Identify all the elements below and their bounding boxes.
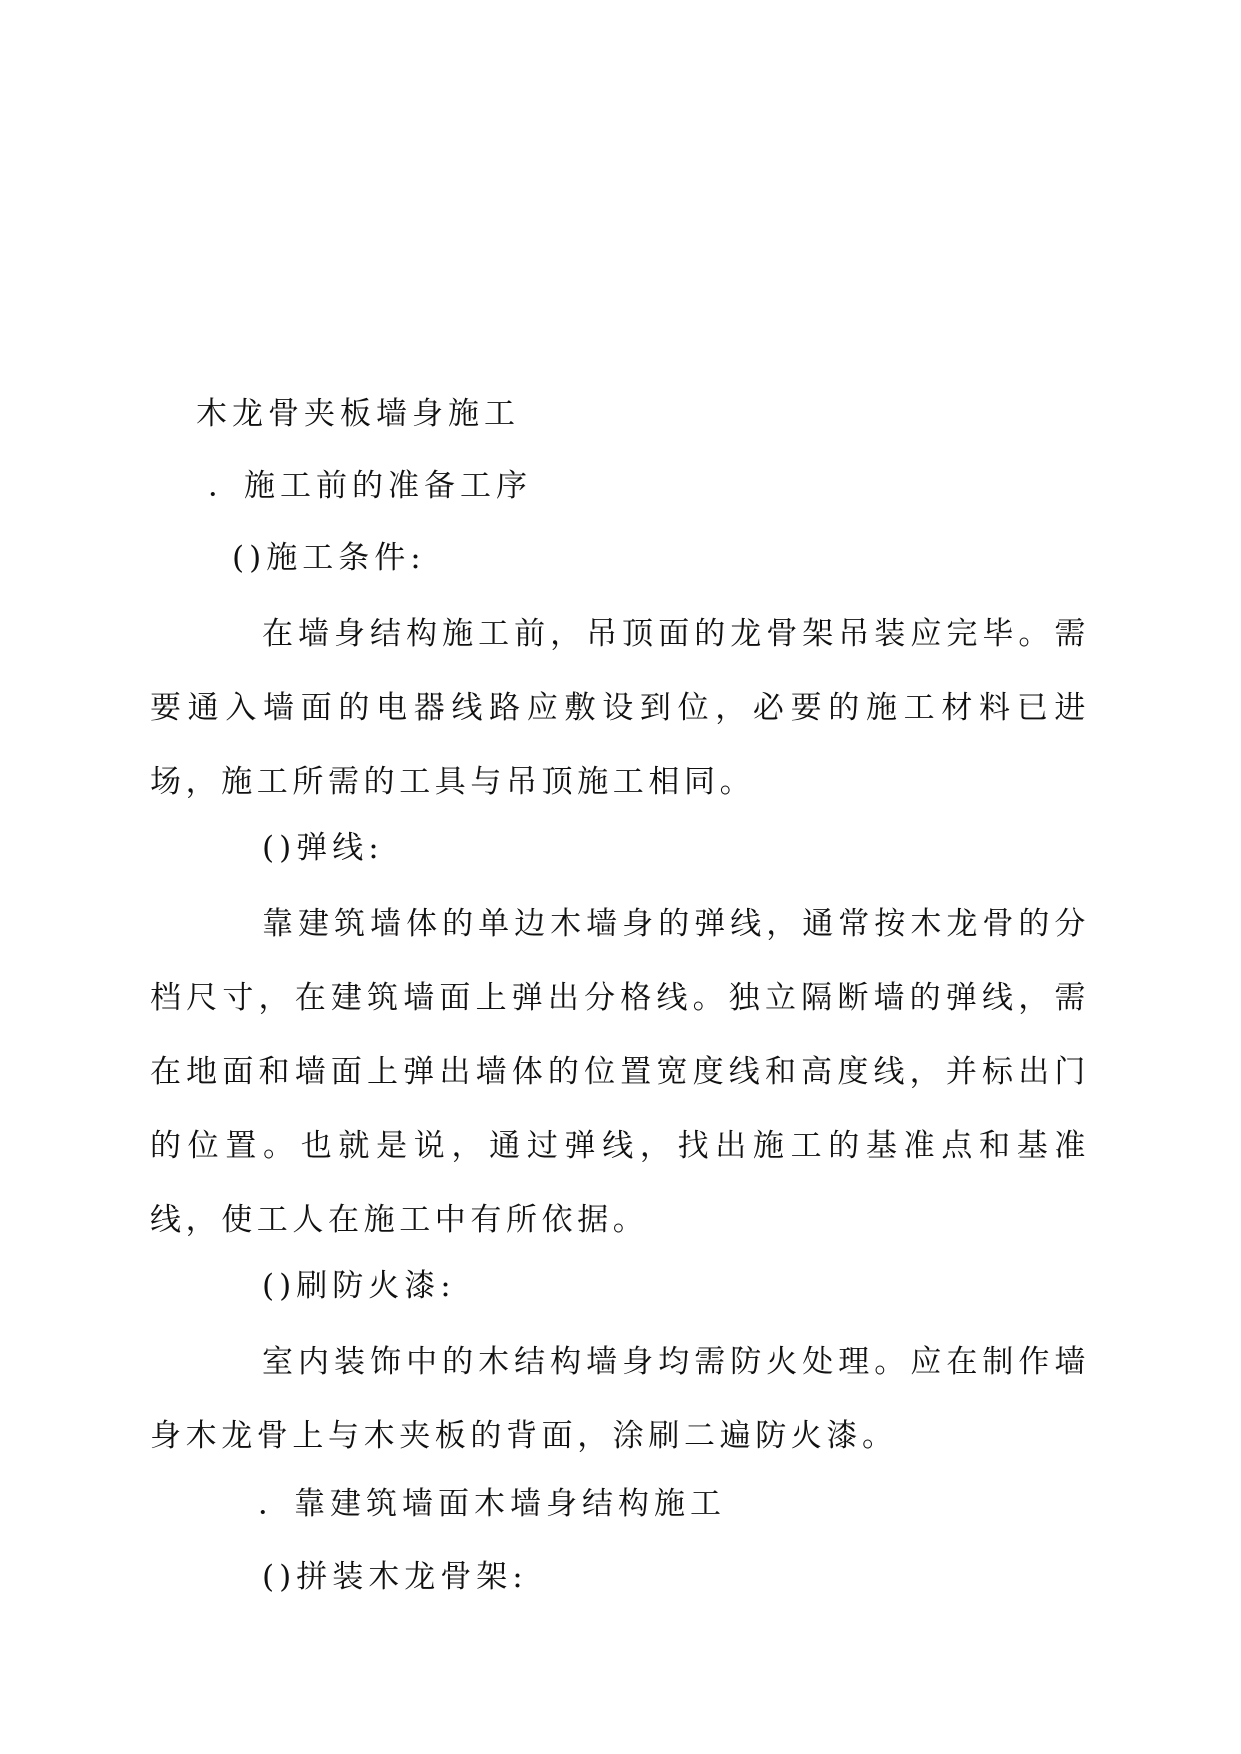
- item-heading-conditions: ()施工条件:: [232, 540, 426, 576]
- section-heading-preparation: ．施工前的准备工序: [208, 468, 532, 504]
- item-heading-chalk-line: ()弹线:: [262, 830, 384, 866]
- item-heading-assemble-frame: ()拼装木龙骨架:: [262, 1559, 528, 1595]
- paragraph-chalk-line: 靠建筑墙体的单边木墙身的弹线，通常按木龙骨的分档尺寸，在建筑墙面上弹出分格线。独立隔断墙的弹线，需在地面和墙面上弹出墙体的位置宽度线和高度线，并标出门的位置。也就是说，通过弹线，找出施工的基准点和基准线，使工人在施工中有所依据。: [150, 906, 1090, 1238]
- paragraph-fireproof-paint: 室内装饰中的木结构墙身均需防火处理。应在制作墙身木龙骨上与木夹板的背面，涂刷二遍防火漆。: [150, 1344, 1090, 1454]
- paragraph-conditions: 在墙身结构施工前，吊顶面的龙骨架吊装应完毕。需要通入墙面的电器线路应敷设到位，必要的施工材料已进场，施工所需的工具与吊顶施工相同。: [150, 616, 1090, 800]
- item-heading-fireproof-paint: ()刷防火漆:: [262, 1268, 456, 1304]
- section-heading-wall-structure: ．靠建筑墙面木墙身结构施工: [258, 1486, 726, 1522]
- document-title: 木龙骨夹板墙身施工: [196, 396, 520, 432]
